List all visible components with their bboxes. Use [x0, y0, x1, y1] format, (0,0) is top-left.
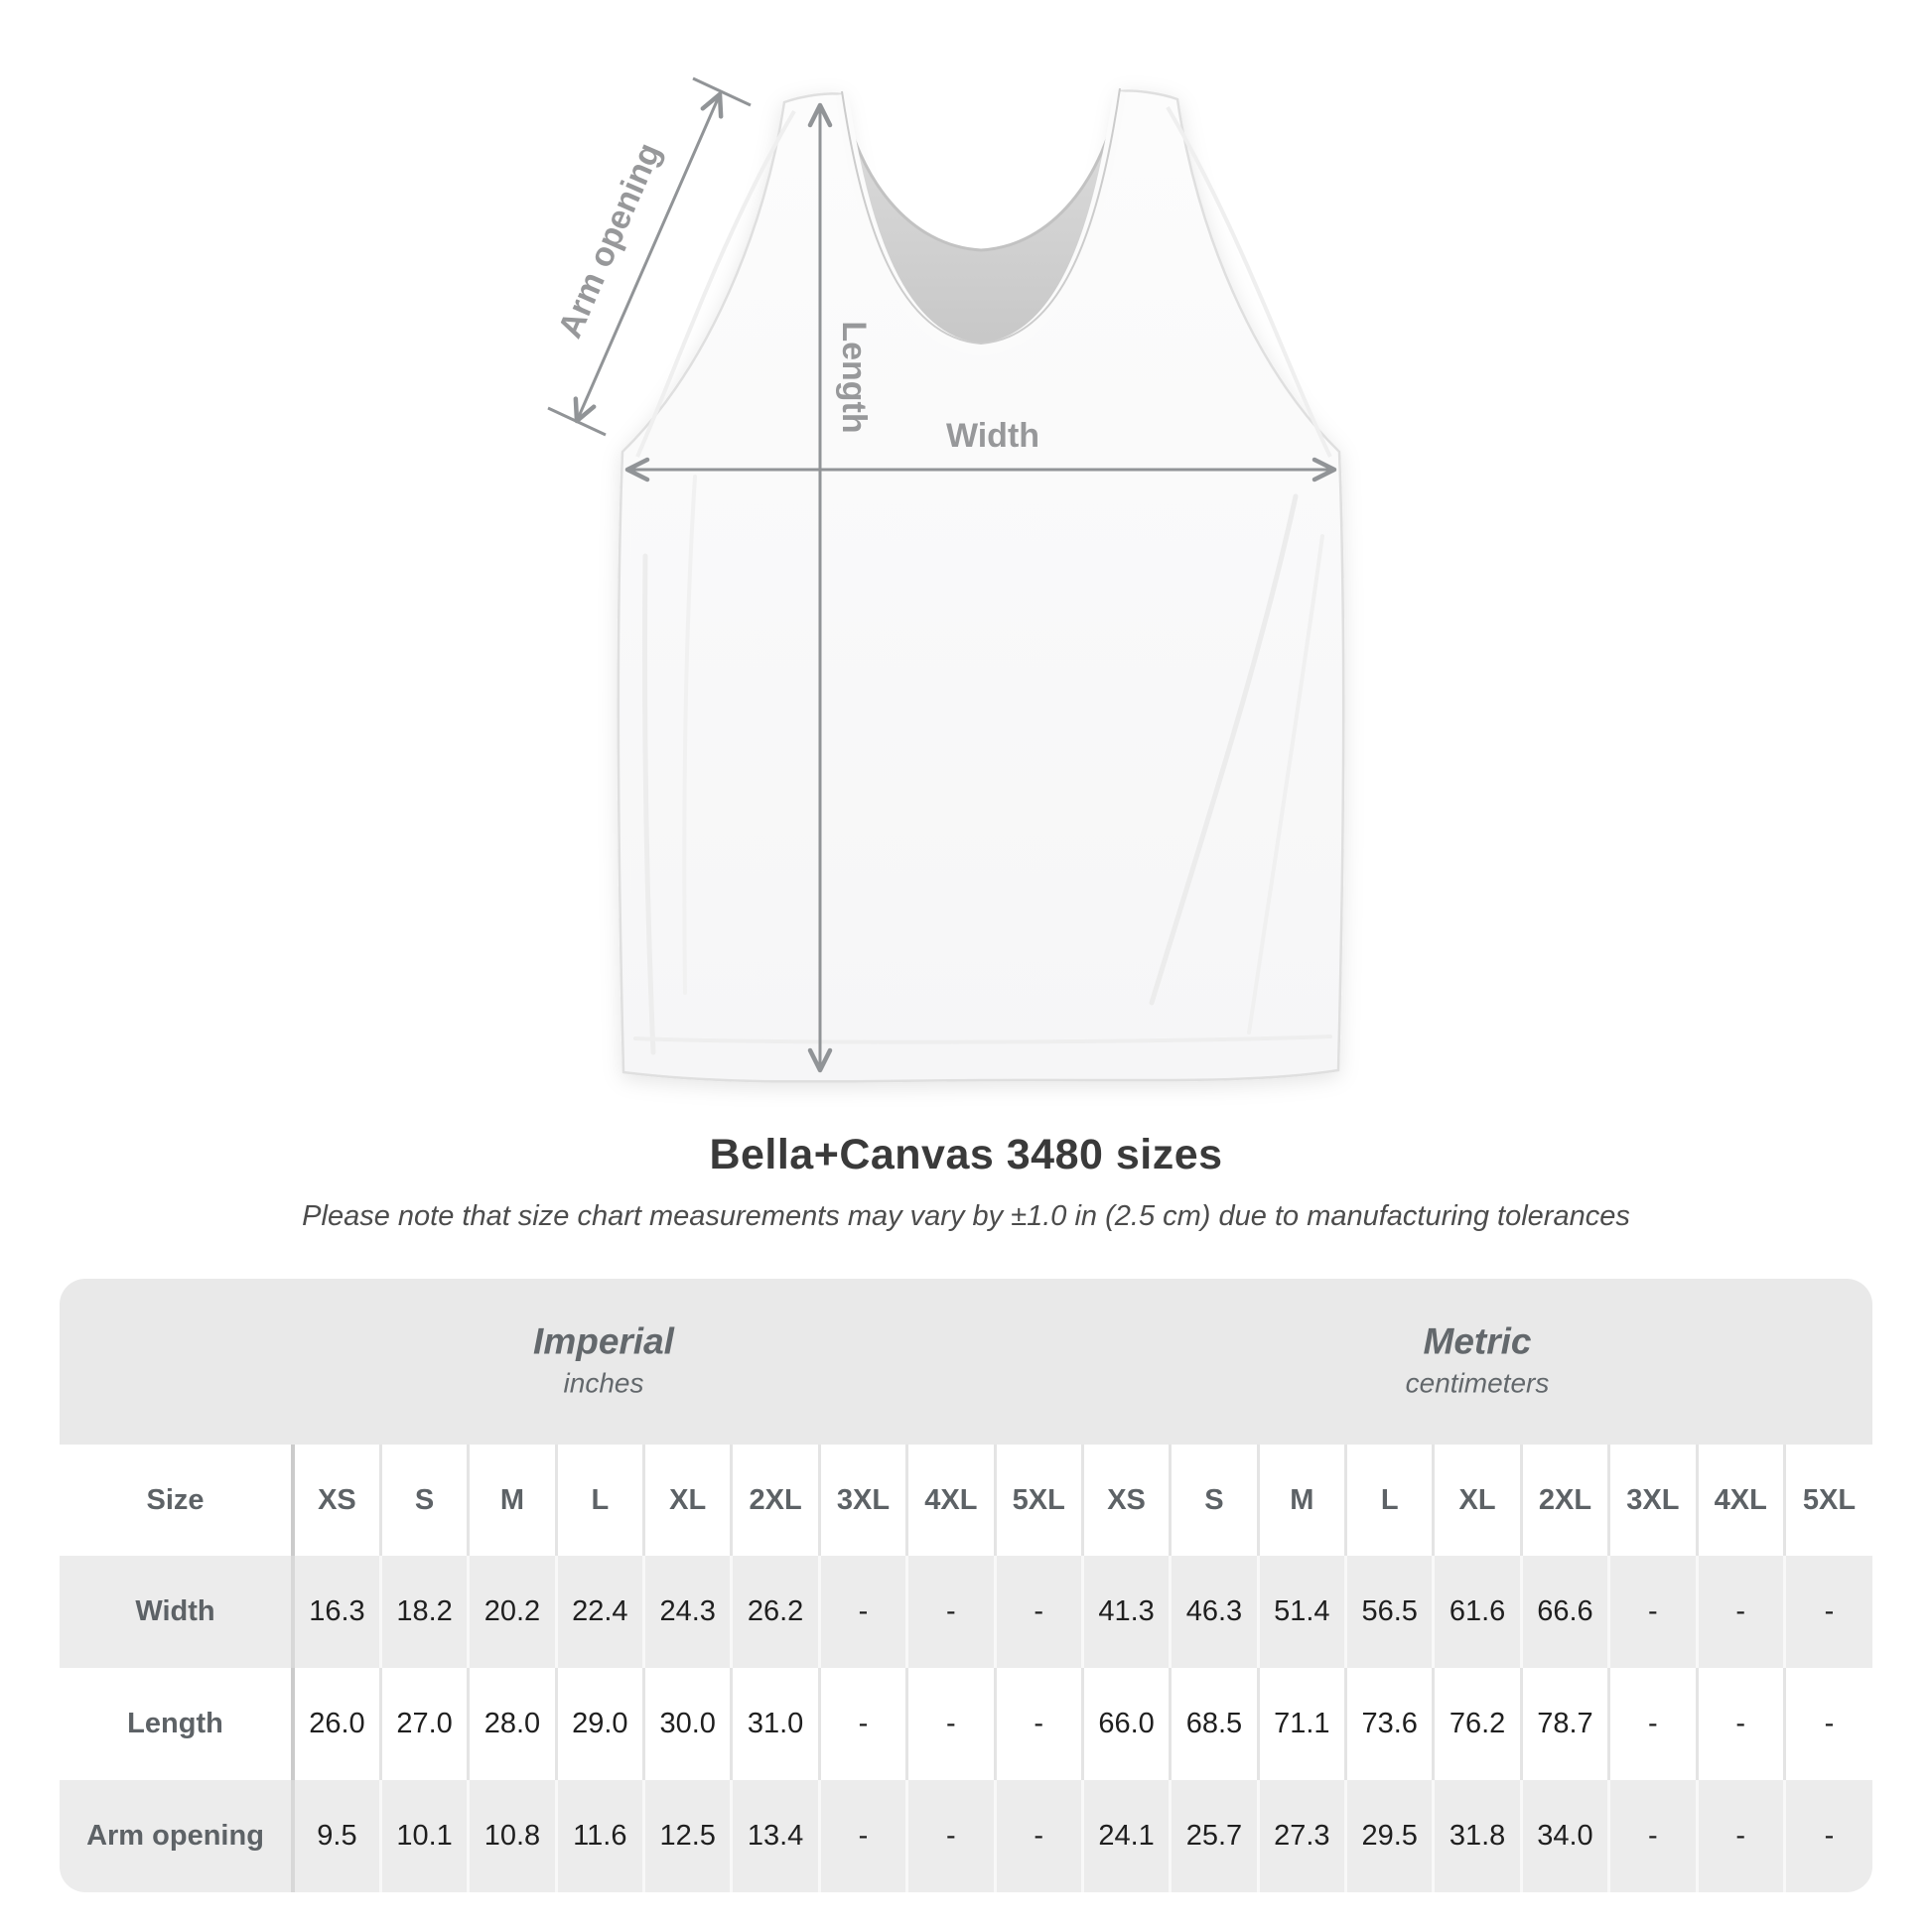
- metric-label: Metric: [1423, 1319, 1532, 1361]
- table-row-length: [60, 1668, 1872, 1780]
- unit-system-band: [60, 1279, 1872, 1445]
- size-header-cell: 5XL: [1784, 1445, 1872, 1556]
- arm-opening-value-cell: -: [1697, 1780, 1784, 1892]
- size-header-cell: M: [1258, 1445, 1345, 1556]
- size-header-cell: 2XL: [732, 1445, 819, 1556]
- arm-opening-value-cell: -: [1609, 1780, 1697, 1892]
- width-value-cell: 16.3: [293, 1556, 380, 1668]
- length-value-cell: 73.6: [1346, 1668, 1434, 1780]
- arm-opening-value-cell: 11.6: [556, 1780, 643, 1892]
- length-value-cell: -: [995, 1668, 1082, 1780]
- imperial-label: Imperial: [533, 1319, 674, 1361]
- width-value-cell: 61.6: [1434, 1556, 1521, 1668]
- size-header-cell: 5XL: [995, 1445, 1082, 1556]
- arm-opening-value-cell: 9.5: [293, 1780, 380, 1892]
- size-table-grid: [60, 1445, 1872, 1892]
- size-header-cell: 2XL: [1521, 1445, 1608, 1556]
- size-header-cell: XS: [293, 1445, 380, 1556]
- width-value-cell: -: [1609, 1556, 1697, 1668]
- length-value-cell: 30.0: [644, 1668, 732, 1780]
- row-label-arm-opening: Arm opening: [86, 1820, 264, 1852]
- arm-opening-value-cell: -: [819, 1780, 906, 1892]
- width-value-cell: 41.3: [1082, 1556, 1170, 1668]
- width-value-cell: -: [819, 1556, 906, 1668]
- length-value-cell: -: [1697, 1668, 1784, 1780]
- metric-unit-label: centimeters: [1405, 1366, 1550, 1398]
- width-value-cell: -: [907, 1556, 995, 1668]
- arm-opening-value-cell: -: [907, 1780, 995, 1892]
- width-value-cell: 24.3: [644, 1556, 732, 1668]
- size-header-cell: L: [1346, 1445, 1434, 1556]
- width-value-cell: 20.2: [469, 1556, 556, 1668]
- row-label-width: Width: [135, 1595, 215, 1627]
- size-header-cell: S: [380, 1445, 468, 1556]
- length-value-cell: 29.0: [556, 1668, 643, 1780]
- arm-opening-value-cell: 29.5: [1346, 1780, 1434, 1892]
- length-value-cell: -: [1609, 1668, 1697, 1780]
- length-value-cell: -: [907, 1668, 995, 1780]
- size-header-cell: 4XL: [1697, 1445, 1784, 1556]
- length-value-cell: 26.0: [293, 1668, 380, 1780]
- arm-opening-value-cell: 27.3: [1258, 1780, 1345, 1892]
- width-value-cell: -: [1697, 1556, 1784, 1668]
- imperial-group-header: [533, 1318, 674, 1402]
- arm-opening-value-cell: 13.4: [732, 1780, 819, 1892]
- arm-opening-tick-bottom: [548, 408, 606, 435]
- arm-opening-label: Arm opening: [550, 137, 669, 344]
- arm-opening-value-cell: -: [1784, 1780, 1872, 1892]
- width-label: Width: [945, 417, 1040, 455]
- size-header-cell: 4XL: [907, 1445, 995, 1556]
- length-value-cell: -: [1784, 1668, 1872, 1780]
- tolerance-note: Please note that size chart measurements may vary by ±1.0 in (2.5 cm) due to manufacturing tolerances: [302, 1200, 1630, 1232]
- width-value-cell: 66.6: [1521, 1556, 1608, 1668]
- width-value-cell: 26.2: [732, 1556, 819, 1668]
- metric-group-header: [1406, 1318, 1550, 1402]
- size-header-cell: 3XL: [1609, 1445, 1697, 1556]
- length-label: Length: [835, 321, 874, 434]
- page-title: Bella+Canvas 3480 sizes: [709, 1131, 1223, 1178]
- arm-opening-value-cell: 25.7: [1171, 1780, 1258, 1892]
- width-value-cell: -: [995, 1556, 1082, 1668]
- size-header-cell: XL: [1434, 1445, 1521, 1556]
- size-header-cell: XS: [1082, 1445, 1170, 1556]
- length-value-cell: 71.1: [1258, 1668, 1345, 1780]
- length-value-cell: 27.0: [380, 1668, 468, 1780]
- width-value-cell: 46.3: [1171, 1556, 1258, 1668]
- length-value-cell: 66.0: [1082, 1668, 1170, 1780]
- width-value-cell: -: [1784, 1556, 1872, 1668]
- row-label-length: Length: [127, 1708, 223, 1739]
- arm-opening-value-cell: 10.1: [380, 1780, 468, 1892]
- arm-opening-value-cell: 34.0: [1521, 1780, 1608, 1892]
- arm-opening-value-cell: 24.1: [1082, 1780, 1170, 1892]
- length-value-cell: -: [819, 1668, 906, 1780]
- size-column-header: Size: [146, 1483, 205, 1516]
- size-table: [60, 1279, 1872, 1892]
- width-value-cell: 18.2: [380, 1556, 468, 1668]
- size-header-cell: L: [556, 1445, 643, 1556]
- arm-opening-value-cell: 31.8: [1434, 1780, 1521, 1892]
- width-value-cell: 56.5: [1346, 1556, 1434, 1668]
- length-value-cell: 68.5: [1171, 1668, 1258, 1780]
- length-value-cell: 28.0: [469, 1668, 556, 1780]
- arm-opening-value-cell: 12.5: [644, 1780, 732, 1892]
- size-header-cell: M: [469, 1445, 556, 1556]
- length-value-cell: 76.2: [1434, 1668, 1521, 1780]
- length-value-cell: 31.0: [732, 1668, 819, 1780]
- size-header-cell: XL: [644, 1445, 732, 1556]
- size-header-cell: S: [1171, 1445, 1258, 1556]
- width-value-cell: 22.4: [556, 1556, 643, 1668]
- tank-top-garment: [619, 88, 1343, 1081]
- length-value-cell: 78.7: [1521, 1668, 1608, 1780]
- arm-opening-tick-top: [693, 78, 751, 105]
- size-header-cell: 3XL: [819, 1445, 906, 1556]
- imperial-unit-label: inches: [563, 1366, 644, 1398]
- arm-opening-value-cell: -: [995, 1780, 1082, 1892]
- table-row-arm-opening: [60, 1780, 1872, 1892]
- arm-opening-value-cell: 10.8: [469, 1780, 556, 1892]
- table-row-width: [60, 1556, 1872, 1668]
- table-header-row: [60, 1445, 1872, 1556]
- width-value-cell: 51.4: [1258, 1556, 1345, 1668]
